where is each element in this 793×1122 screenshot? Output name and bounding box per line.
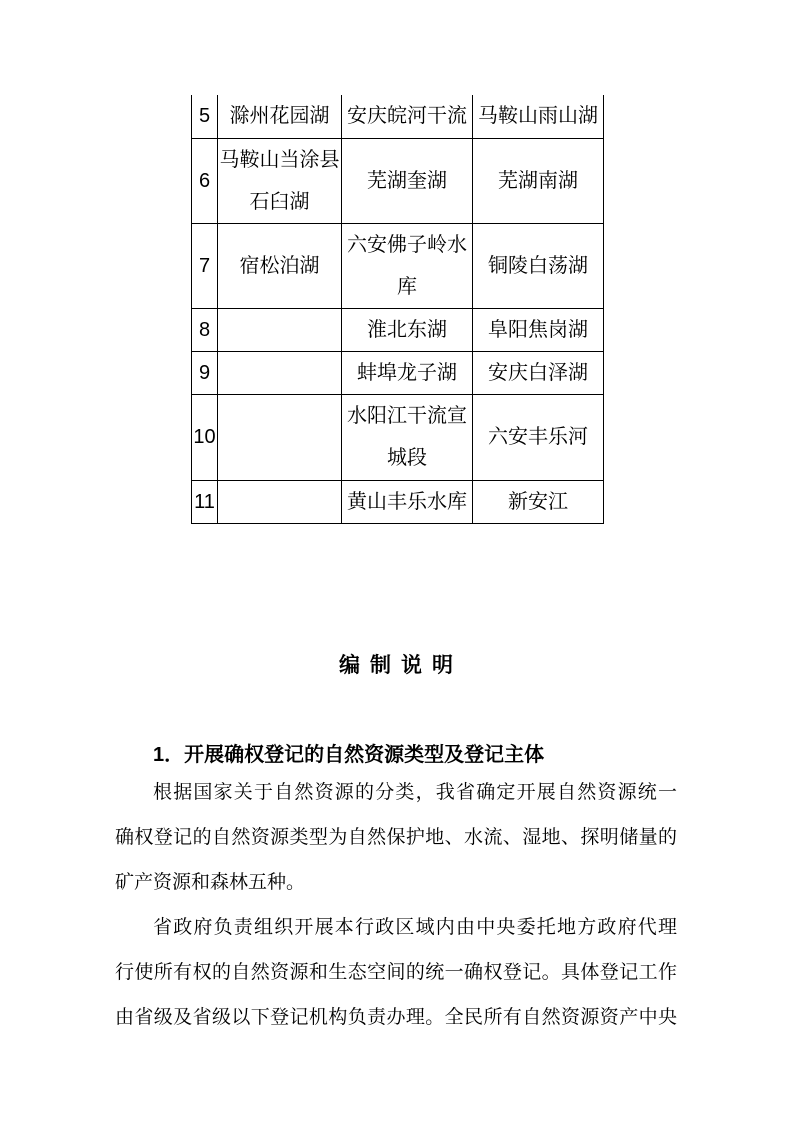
table-cell bbox=[218, 351, 342, 394]
table-row bbox=[192, 223, 604, 308]
table-row bbox=[192, 480, 604, 523]
row-number-cell: 5 bbox=[192, 95, 218, 138]
table-cell: 芜湖奎湖 bbox=[342, 138, 473, 223]
table-cell: 马鞍山雨山湖 bbox=[473, 95, 604, 138]
table-cell: 水阳江干流宣城段 bbox=[342, 394, 473, 480]
table-cell: 六安丰乐河 bbox=[473, 394, 604, 480]
table-row bbox=[192, 138, 604, 223]
notes-title: 编制说明 bbox=[339, 654, 463, 677]
table-cell bbox=[218, 480, 342, 523]
table-row bbox=[192, 351, 604, 394]
paragraph-line: 行使所有权的自然资源和生态空间的统一确权登记。具体登记工作 bbox=[115, 962, 677, 983]
row-number-cell: 10 bbox=[192, 394, 218, 480]
paragraph-1 bbox=[115, 770, 677, 905]
table-cell: 黄山丰乐水库 bbox=[342, 480, 473, 523]
table-cell: 滁州花园湖 bbox=[218, 95, 342, 138]
water-bodies-table bbox=[191, 95, 604, 524]
paragraph-line: 根据国家关于自然资源的分类，我省确定开展自然资源统一 bbox=[153, 782, 677, 803]
row-number-cell: 7 bbox=[192, 223, 218, 308]
table-cell: 新安江 bbox=[473, 480, 604, 523]
paragraph-line: 确权登记的自然资源类型为自然保护地、水流、湿地、探明储量的 bbox=[115, 827, 677, 848]
row-number-cell: 6 bbox=[192, 138, 218, 223]
table-cell: 蚌埠龙子湖 bbox=[342, 351, 473, 394]
paragraph-line: 省政府负责组织开展本行政区域内由中央委托地方政府代理 bbox=[153, 917, 677, 938]
table-cell: 安庆皖河干流 bbox=[342, 95, 473, 138]
table-cell: 淮北东湖 bbox=[342, 308, 473, 351]
table-cell: 马鞍山当涂县石臼湖 bbox=[218, 138, 342, 223]
table-cell bbox=[218, 308, 342, 351]
table-cell: 阜阳焦岗湖 bbox=[473, 308, 604, 351]
paragraph-line: 矿产资源和森林五种。 bbox=[115, 872, 306, 893]
table-cell: 芜湖南湖 bbox=[473, 138, 604, 223]
table-cell: 宿松泊湖 bbox=[218, 223, 342, 308]
row-number-cell: 11 bbox=[192, 480, 218, 523]
paragraph-line: 由省级及省级以下登记机构负责办理。全民所有自然资源资产中央 bbox=[115, 1007, 677, 1028]
table-row bbox=[192, 308, 604, 351]
row-number-cell: 8 bbox=[192, 308, 218, 351]
table-cell: 安庆白泽湖 bbox=[473, 351, 604, 394]
table-row bbox=[192, 95, 604, 138]
row-number-cell: 9 bbox=[192, 351, 218, 394]
table-cell bbox=[218, 394, 342, 480]
table-cell: 六安佛子岭水库 bbox=[342, 223, 473, 308]
table-cell: 铜陵白荡湖 bbox=[473, 223, 604, 308]
paragraph-2 bbox=[115, 905, 677, 1040]
section1-heading: 1．开展确权登记的自然资源类型及登记主体 bbox=[153, 744, 545, 766]
table-row bbox=[192, 394, 604, 480]
